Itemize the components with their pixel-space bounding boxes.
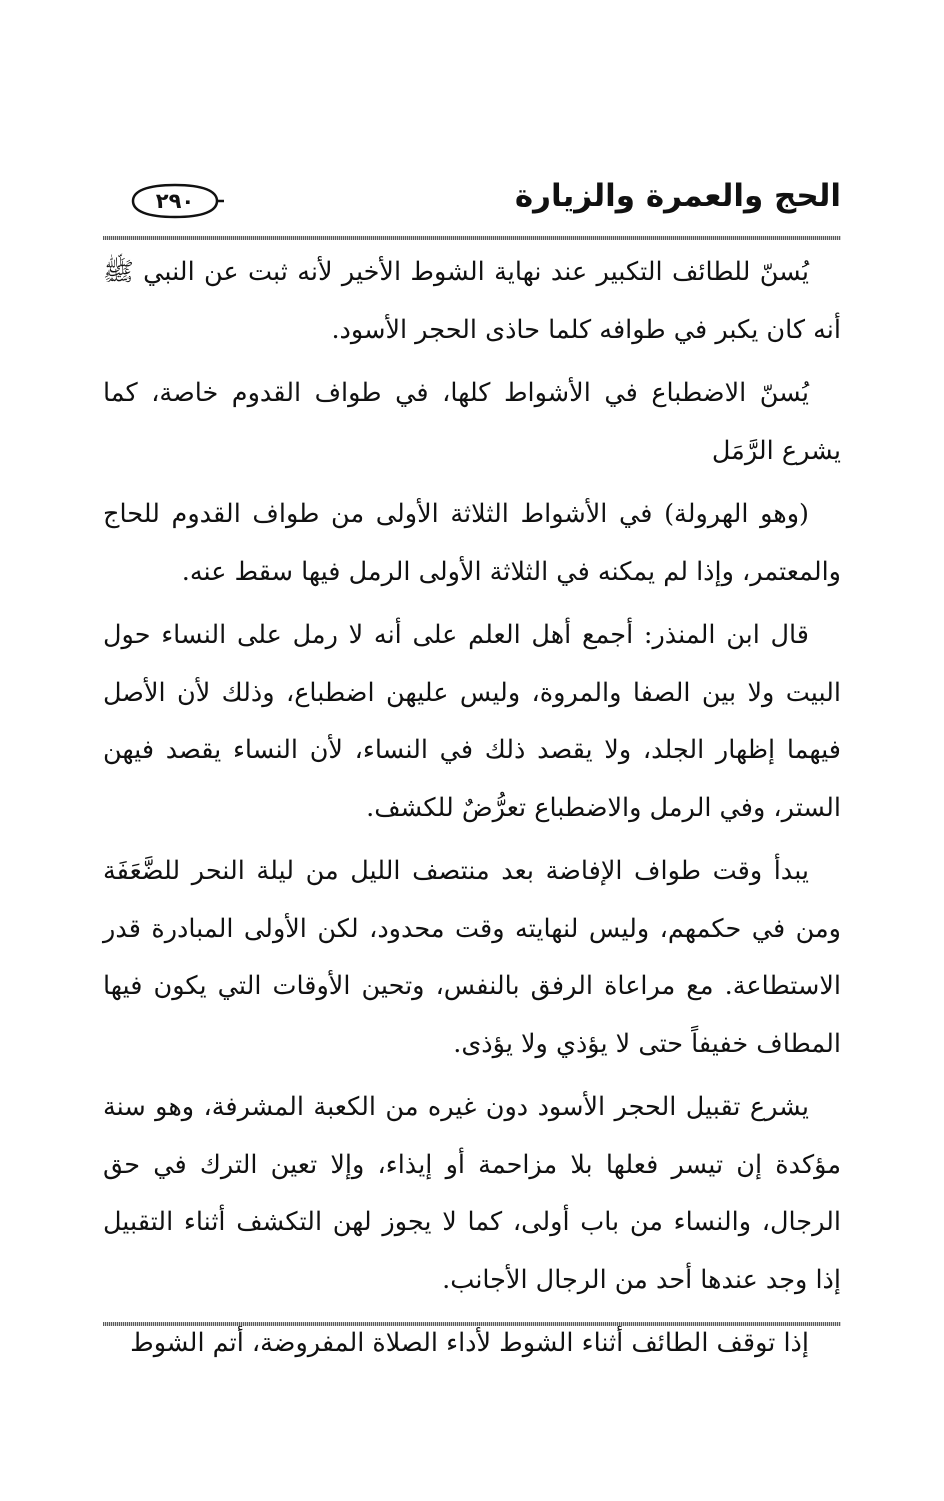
page-header bbox=[103, 168, 841, 234]
footer-rule bbox=[103, 1322, 841, 1326]
header-rule bbox=[103, 236, 841, 240]
page-number-badge bbox=[125, 182, 225, 220]
body-text bbox=[103, 244, 841, 1373]
running-title: الحج والعمرة والزيارة bbox=[514, 178, 841, 214]
paragraph-raml: (وهو الهرولة) في الأشواط الثلاثة الأولى من طواف القدوم للحاج والمعتمر، وإذا لم يمكنه في الثلاثة الأولى الرمل فيها سقط عنه. bbox=[103, 499, 841, 587]
page-number: ٢٩٠ bbox=[155, 189, 195, 213]
paragraph-idtiba: يُسنّ الاضطباع في الأشواط كلها، في طواف القدوم خاصة، كما يشرع الرَّمَل bbox=[103, 378, 841, 466]
paragraph-black-stone: يشرع تقبيل الحجر الأسود دون غيره من الكعبة المشرفة، وهو سنة مؤكدة إن تيسر فعلها بلا مزاحمة أو إيذاء، وإلا تعين الترك في حق الرجال، والنساء من باب أولى، كما لا يجوز لهن التكشف أثناء التقبيل إذا وجد عندها أحد من الرجال الأجانب. bbox=[103, 1092, 841, 1295]
paragraph-tawaf-ifada: يبدأ وقت طواف الإفاضة بعد منتصف الليل من ليلة النحر للضَّعَفَة ومن في حكمهم، وليس لنهايته وقت محدود، لكن الأولى المبادرة قدر الاستطاعة. مع مراعاة الرفق بالنفس، وتحين الأوقات التي يكون فيها المطاف خفيفاً حتى لا يؤذي ولا يؤذى. bbox=[103, 856, 841, 1059]
paragraph-prayer-pause: إذا توقف الطائف أثناء الشوط لأداء الصلاة المفروضة، أتم الشوط bbox=[130, 1328, 809, 1358]
paragraph-takbir: يُسنّ للطائف التكبير عند نهاية الشوط الأخير لأنه ثبت عن النبي ﷺ أنه كان يكبر في طوافه كلما حاذى الحجر الأسود. bbox=[103, 257, 841, 345]
paragraph-ibn-al-mundhir: قال ابن المنذر: أجمع أهل العلم على أنه لا رمل على النساء حول البيت ولا بين الصفا والمروة، وليس عليهن اضطباع، وذلك لأن الأصل فيهما إظهار الجلد، ولا يقصد ذلك في النساء، لأن النساء يقصد فيهن الستر، وفي الرمل والاضطباع تعرُّضٌ للكشف. bbox=[103, 620, 841, 823]
